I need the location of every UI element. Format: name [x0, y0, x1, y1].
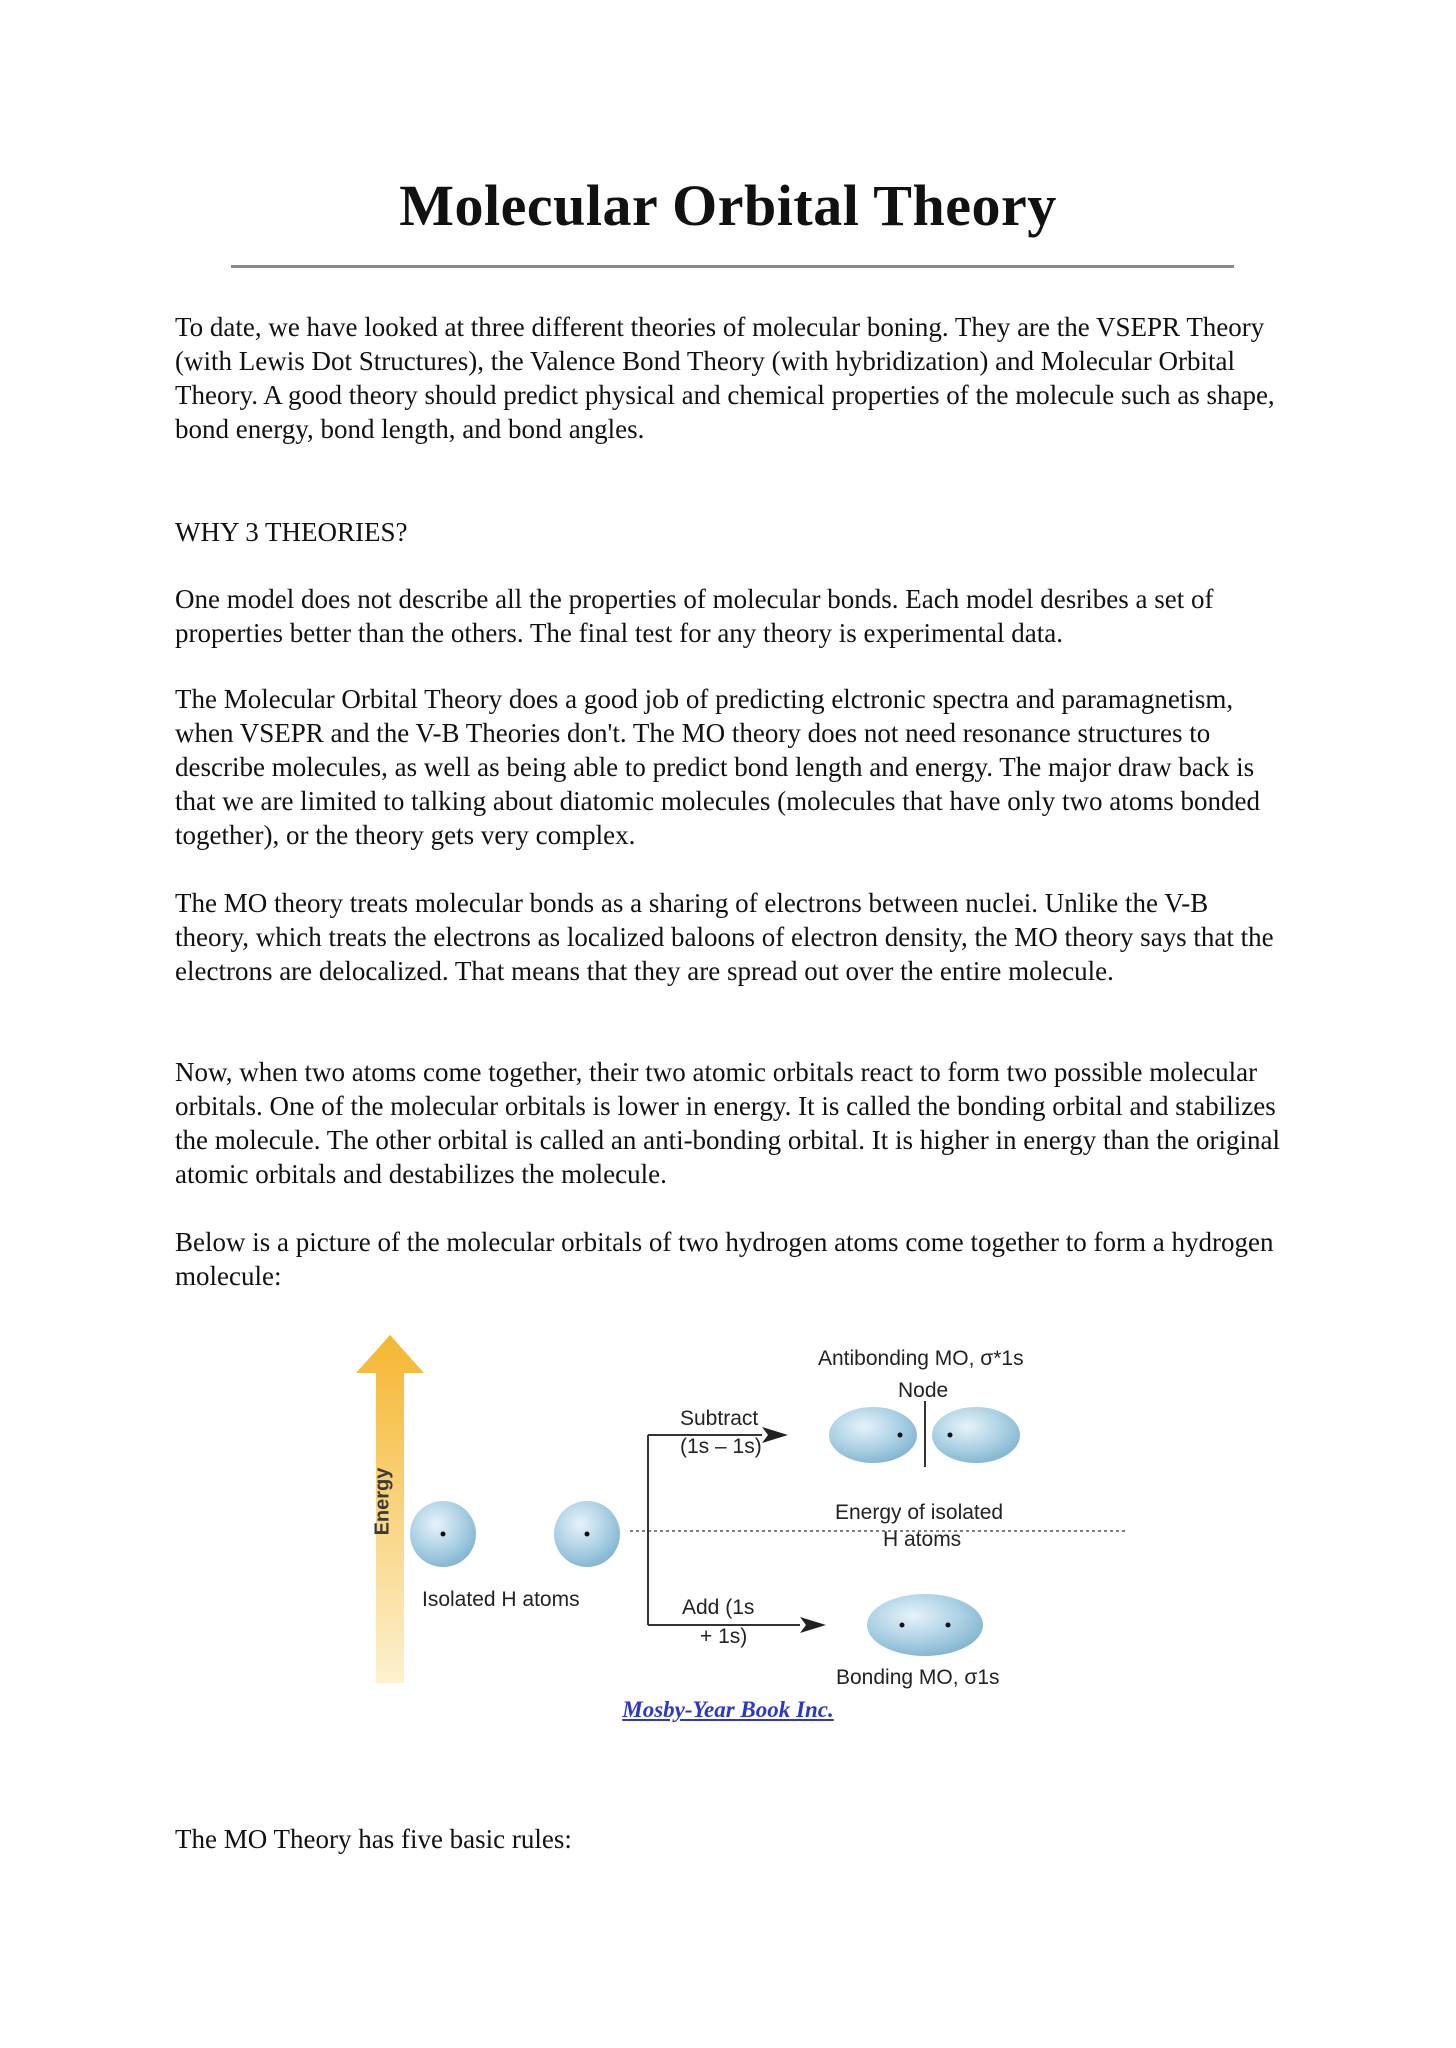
add-label-line2: + 1s) [700, 1625, 748, 1648]
bonding-orbital [867, 1594, 983, 1656]
paragraph-bonding-antibonding: Now, when two atoms come together, their two atomic orbitals react to form two possible molecular orbitals. One of the molecular orbitals is lower in energy. It is called the bonding orbital and stabilizes the molecule. The other orbital is called an anti-bonding orbital. It is higher in energy than the original atomic orbitals and destabilizes the molecule. [175, 1057, 1280, 1189]
isolated-h-atoms-label: Isolated H atoms [422, 1588, 580, 1611]
intro-paragraph: To date, we have looked at three different theories of molecular boning. They are the VSEPR Theory (with Lewis Dot Structures), the Valence Bond Theory (with hybridization) and Molecular Orbital Theory. A good theory should predict physical and chemical properties of the molecule such as shape, bond energy, bond length, and bond angles. [175, 312, 1275, 444]
node-label: Node [898, 1379, 949, 1402]
paragraph-one-model: One model does not describe all the properties of molecular bonds. Each model desribes a set of properties better than the others. The final test for any theory is experimental data. [175, 584, 1214, 648]
mo-diagram-graphic [330, 1335, 1130, 1715]
antibonding-label: Antibonding MO, σ*1s [818, 1347, 1024, 1370]
paragraph-delocalized: The MO theory treats molecular bonds as a sharing of electrons between nuclei. Unlike the V-B theory, which treats the electrons as localized baloons of electron density, the MO theory says that the electrons are delocalized. That means that they are spread out over the entire molecule. [175, 888, 1274, 986]
subtract-label-line2: (1s – 1s) [680, 1435, 762, 1458]
subtract-label-line1: Subtract [680, 1407, 759, 1430]
figure-credit-link[interactable]: Mosby-Year Book Inc. [622, 1697, 834, 1722]
paragraph-figure-intro: Below is a picture of the molecular orbitals of two hydrogen atoms come together to form a hydrogen molecule: [175, 1227, 1274, 1291]
mo-diagram-hydrogen [330, 1335, 1130, 1715]
section-heading-why-3-theories: WHY 3 THEORIES? [175, 517, 408, 547]
antibonding-lobe-left [829, 1407, 917, 1463]
bonding-label: Bonding MO, σ1s [836, 1666, 1000, 1689]
title-divider [231, 265, 1234, 268]
paragraph-five-rules: The MO Theory has five basic rules: [175, 1824, 572, 1854]
energy-isolated-label-line1: Energy of isolated [835, 1501, 1004, 1524]
add-label-line1: Add (1s [682, 1596, 755, 1619]
antibonding-lobe-right [932, 1407, 1020, 1463]
energy-axis-label: Energy [371, 1467, 394, 1536]
paragraph-mo-advantages: The Molecular Orbital Theory does a good job of predicting elctronic spectra and paramagnetism, when VSEPR and the V-B Theories don't. The MO theory does not need resonance structures to describe molecules, as well as being able to predict bond length and energy. The major draw back is that we are limited to talking about diatomic molecules (molecules that have only two atoms bonded together), or the theory gets very complex. [175, 684, 1260, 850]
energy-isolated-label-line2: H atoms [883, 1528, 962, 1551]
page-title: Molecular Orbital Theory [399, 173, 1057, 238]
